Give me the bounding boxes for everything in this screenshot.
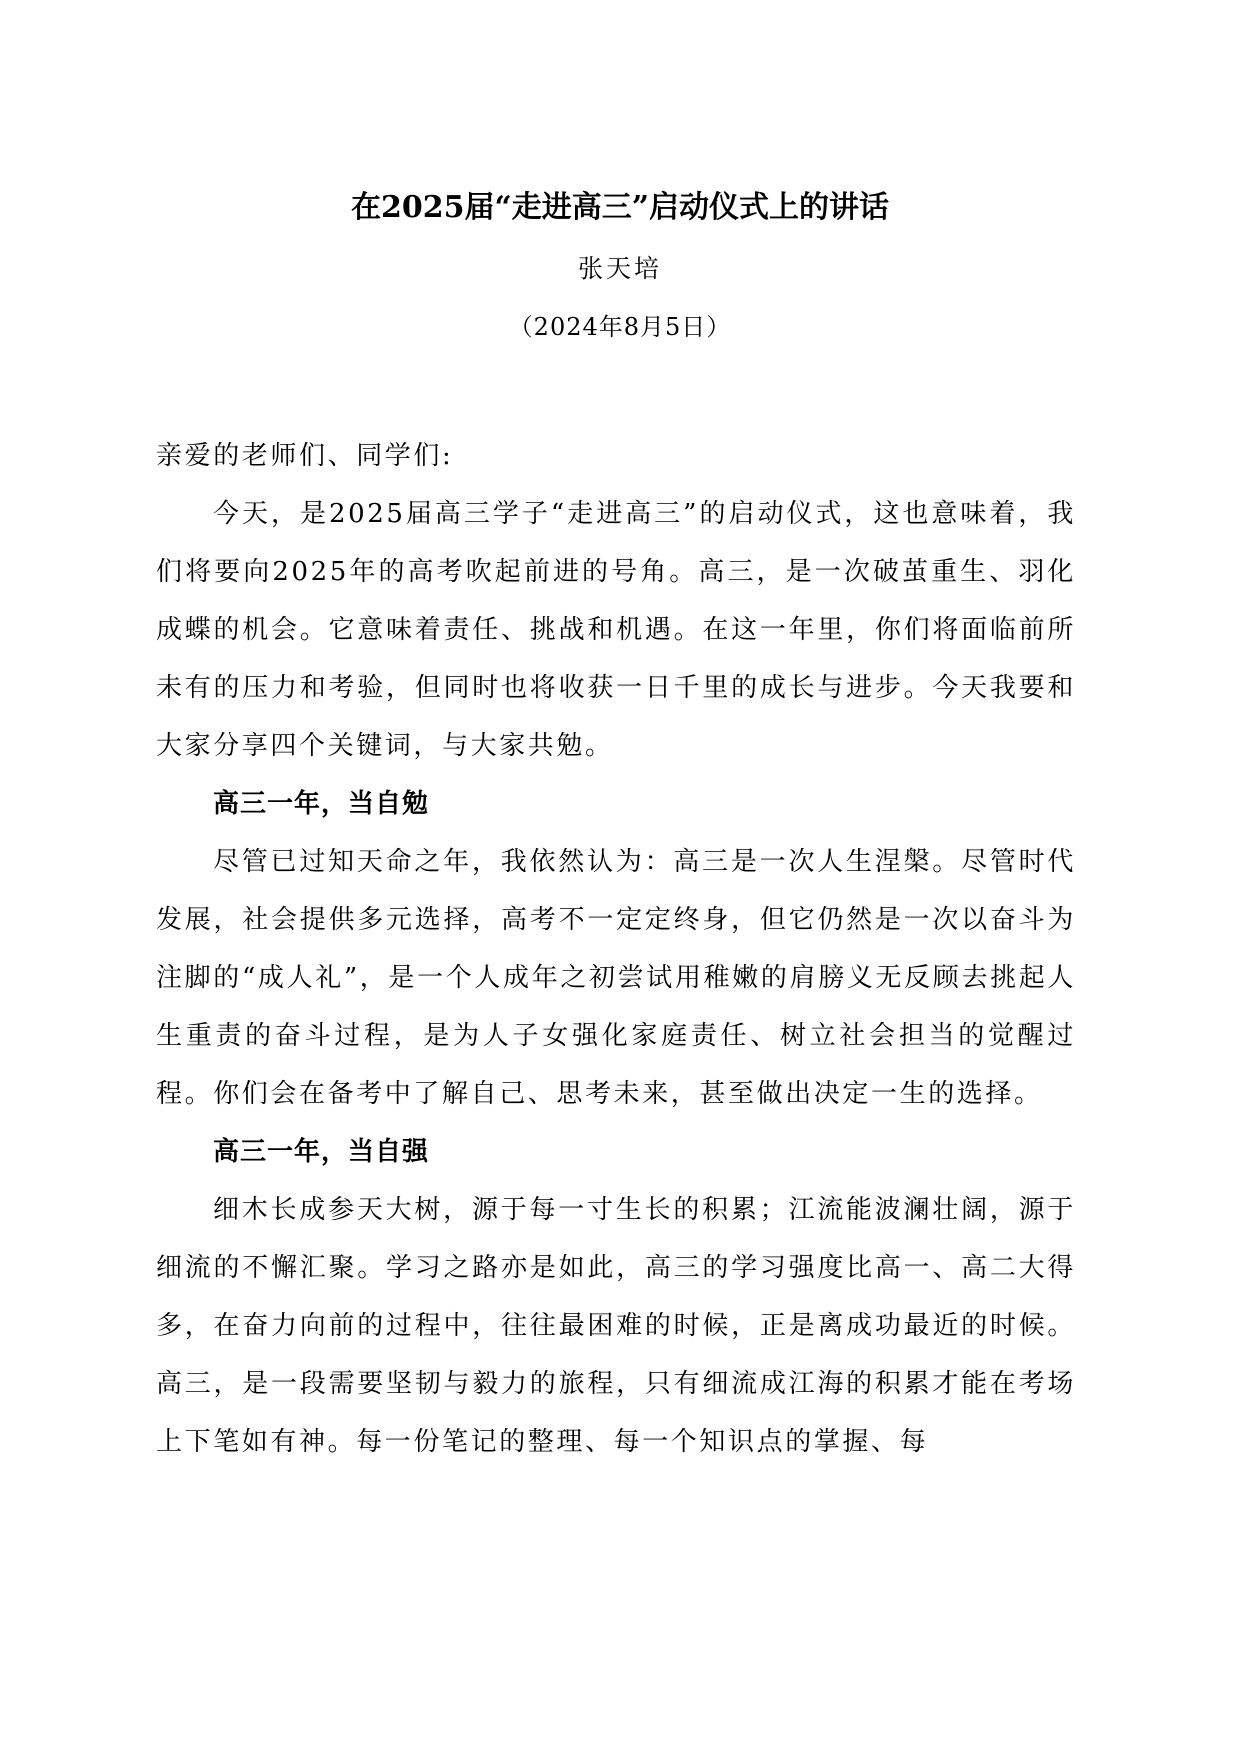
section-paragraph: 细木长成参天大树，源于每一寸生长的积累；江流能波澜壮阔，源于细流的不懈汇聚。学习之路亦是如此，高三的学习强度比高一、高二大得多，在奋力向前的过程中，往往最困难的时候，正是离成功最近的时候。高三，是一段需要坚韧与毅力的旅程，只有细流成江海的积累才能在考场上下笔如有神。每一份笔记的整理、每一个知识点的掌握、每 bbox=[156, 1195, 1076, 1457]
section-paragraph: 尽管已过知天命之年，我依然认为：高三是一次人生涅槃。尽管时代发展，社会提供多元选择，高考不一定定终身，但它仍然是一次以奋斗为注脚的“成人礼”，是一个人成年之初尝试用稚嫩的肩膀义无反顾去挑起人生重责的奋斗过程，是为人子女强化家庭责任、树立社会担当的觉醒过程。你们会在备考中了解自己、思考未来，甚至做出决定一生的选择。 bbox=[156, 847, 1076, 1109]
intro-paragraph: 今天，是2025届高三学子“走进高三”的启动仪式，这也意味着，我们将要向2025年的高考吹起前进的号角。高三，是一次破茧重生、羽化成蝶的机会。它意味着责任、挑战和机遇。在这一年里，你们将面临前所未有的压力和考验，但同时也将收获一日千里的成长与进步。今天我要和大家分享四个关键词，与大家共勉。 bbox=[156, 499, 1076, 761]
speech-body bbox=[156, 427, 1076, 1471]
section-heading: 高三一年，当自强 bbox=[213, 1137, 430, 1167]
speech-date: （2024年8月5日） bbox=[508, 313, 732, 341]
author-name: 张天培 bbox=[577, 254, 662, 283]
section-heading: 高三一年，当自勉 bbox=[213, 789, 430, 819]
salutation: 亲爱的老师们、同学们: bbox=[156, 441, 454, 471]
speech-title: 在2025届“走进高三”启动仪式上的讲话 bbox=[350, 190, 889, 225]
